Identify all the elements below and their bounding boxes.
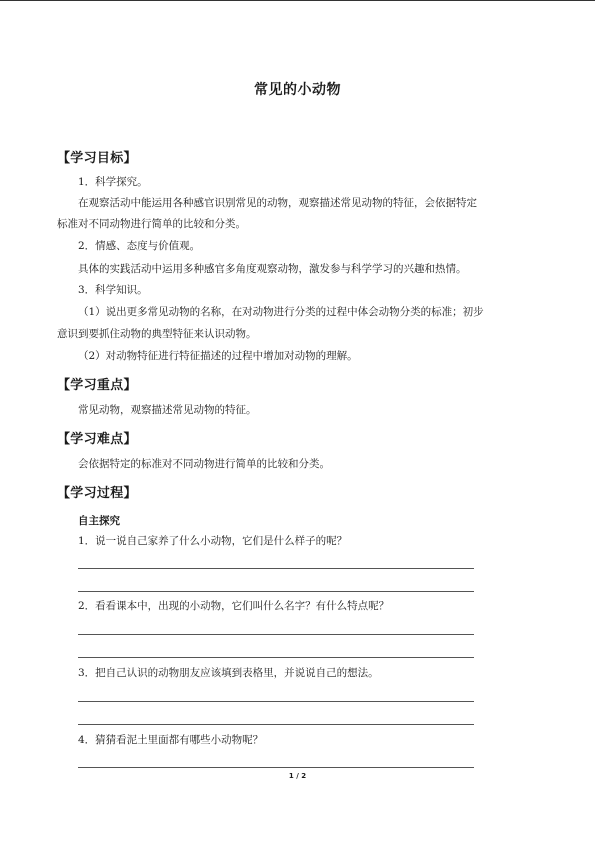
section-heading-difficulties: 【学习难点】 [57, 432, 137, 447]
answer-line-q3-b [78, 724, 474, 725]
objective-line-5: 具体的实践活动中运用多种感官多角度观察动物，激发参与科学学习的兴趣和热情。 [78, 263, 467, 275]
objective-line-6: 3．科学知识。 [78, 284, 148, 296]
objective-line-7: （1）说出更多常见动物的名称，在对动物进行分类的过程中体会动物分类的标准；初步 [78, 306, 484, 318]
page-number: 1 / 2 [288, 772, 307, 780]
section-heading-process: 【学习过程】 [57, 486, 137, 501]
question-2: 2．看看课本中，出现的小动物，它们叫什么名字？有什么特点呢？ [78, 600, 390, 612]
page-top-border [0, 0, 595, 1]
section-heading-objectives: 【学习目标】 [57, 151, 137, 166]
document-title: 常见的小动物 [254, 82, 341, 98]
answer-line-q2-b [78, 657, 474, 658]
answer-line-q4-a [78, 767, 474, 768]
objective-line-1: 1．科学探究。 [78, 176, 148, 188]
process-subheading: 自主探究 [78, 515, 120, 527]
objective-line-2: 在观察活动中能运用各种感官识别常见的动物，观察描述常见动物的特征，会依据特定 [78, 197, 477, 209]
answer-line-q1-b [78, 591, 474, 592]
answer-line-q3-a [78, 701, 474, 702]
objective-line-9: （2）对动物特征进行特征描述的过程中增加对动物的理解。 [78, 350, 358, 362]
answer-line-q1-a [78, 568, 474, 569]
question-1: 1．说一说自己家养了什么小动物，它们是什么样子的呢？ [78, 535, 348, 547]
objective-line-8: 意识到要抓住动物的典型特征来认识动物。 [57, 328, 257, 340]
answer-line-q2-a [78, 634, 474, 635]
question-4: 4．猜猜看泥土里面都有哪些小动物呢？ [78, 734, 264, 746]
objective-line-4: 2．情感、态度与价值观。 [78, 240, 201, 252]
section-heading-key-points: 【学习重点】 [57, 378, 137, 393]
difficulties-text: 会依据特定的标准对不同动物进行简单的比较和分类。 [78, 458, 330, 470]
question-3: 3．把自己认识的动物朋友应该填到表格里，并说说自己的想法。 [78, 667, 379, 679]
key-points-text: 常见动物，观察描述常见动物的特征。 [78, 404, 257, 416]
objective-line-3: 标准对不同动物进行简单的比较和分类。 [57, 218, 246, 230]
